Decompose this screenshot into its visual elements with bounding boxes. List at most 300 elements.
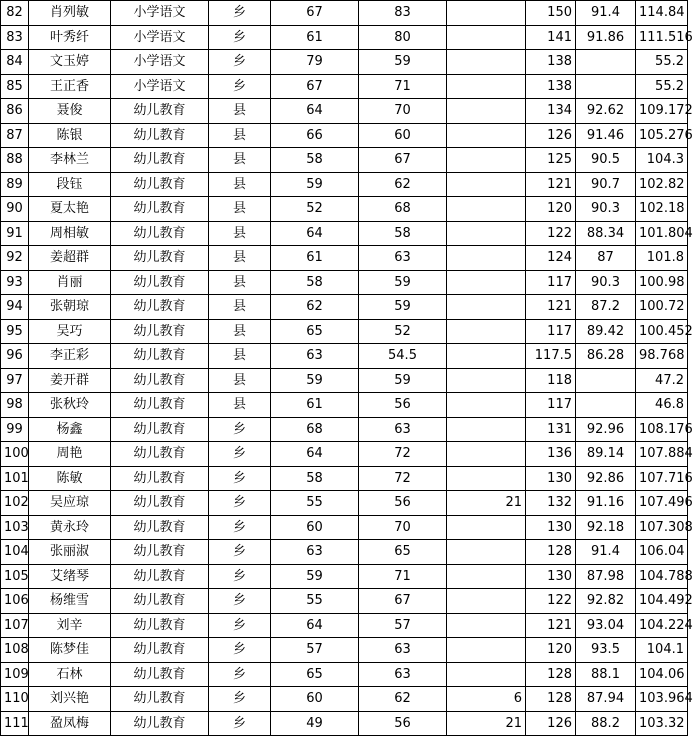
composite-score-cell: 101.8 [636,246,688,271]
category-cell: 乡 [209,687,271,712]
subject-cell: 幼儿教育 [111,417,209,442]
written-total-cell: 122 [526,589,576,614]
bonus-cell [447,246,526,271]
interview-score-cell: 90.3 [576,197,636,222]
interview-score-cell: 91.4 [576,540,636,565]
table-row [1,515,688,540]
subject-cell: 幼儿教育 [111,491,209,516]
composite-score-cell: 107.308 [636,515,688,540]
subject-cell: 幼儿教育 [111,221,209,246]
written-total-cell: 120 [526,197,576,222]
score-one-cell: 64 [271,442,359,467]
interview-score-cell: 89.14 [576,442,636,467]
score-two-cell: 60 [359,123,447,148]
row-number-cell: 100 [1,442,29,467]
interview-score-cell [576,393,636,418]
score-two-cell: 62 [359,687,447,712]
composite-score-cell: 107.496 [636,491,688,516]
name-cell: 叶秀纤 [29,25,111,50]
score-one-cell: 55 [271,589,359,614]
table-row [1,613,688,638]
table-row [1,540,688,565]
category-cell: 乡 [209,50,271,75]
name-cell: 刘兴艳 [29,687,111,712]
interview-score-cell [576,368,636,393]
score-two-cell: 52 [359,319,447,344]
interview-score-cell: 91.16 [576,491,636,516]
score-one-cell: 79 [271,50,359,75]
composite-score-cell: 105.276 [636,123,688,148]
written-total-cell: 141 [526,25,576,50]
written-total-cell: 122 [526,221,576,246]
name-cell: 夏太艳 [29,197,111,222]
table-row [1,148,688,173]
bonus-cell [447,123,526,148]
category-cell: 乡 [209,491,271,516]
interview-score-cell: 90.5 [576,148,636,173]
written-total-cell: 126 [526,123,576,148]
table-row [1,711,688,736]
score-two-cell: 67 [359,589,447,614]
subject-cell: 小学语文 [111,1,209,26]
score-two-cell: 59 [359,270,447,295]
written-total-cell: 125 [526,148,576,173]
table-row [1,466,688,491]
written-total-cell: 134 [526,99,576,124]
bonus-cell [447,74,526,99]
name-cell: 杨维雪 [29,589,111,614]
written-total-cell: 128 [526,687,576,712]
written-total-cell: 121 [526,172,576,197]
composite-score-cell: 106.04 [636,540,688,565]
name-cell: 肖丽 [29,270,111,295]
interview-score-cell: 93.5 [576,638,636,663]
category-cell: 乡 [209,74,271,99]
interview-score-cell: 88.1 [576,662,636,687]
score-two-cell: 71 [359,564,447,589]
subject-cell: 小学语文 [111,50,209,75]
composite-score-cell: 98.768 [636,344,688,369]
composite-score-cell: 100.72 [636,295,688,320]
composite-score-cell: 107.884 [636,442,688,467]
interview-score-cell: 92.82 [576,589,636,614]
score-one-cell: 64 [271,99,359,124]
name-cell: 李正彩 [29,344,111,369]
written-total-cell: 128 [526,540,576,565]
score-two-cell: 80 [359,25,447,50]
table-row [1,687,688,712]
table-row [1,491,688,516]
subject-cell: 幼儿教育 [111,687,209,712]
score-one-cell: 61 [271,393,359,418]
row-number-cell: 95 [1,319,29,344]
score-two-cell: 59 [359,50,447,75]
written-total-cell: 120 [526,638,576,663]
category-cell: 县 [209,197,271,222]
score-two-cell: 70 [359,515,447,540]
score-two-cell: 56 [359,393,447,418]
score-one-cell: 64 [271,221,359,246]
row-number-cell: 103 [1,515,29,540]
composite-score-cell: 104.1 [636,638,688,663]
name-cell: 陈银 [29,123,111,148]
category-cell: 乡 [209,417,271,442]
composite-score-cell: 103.964 [636,687,688,712]
interview-score-cell: 92.86 [576,466,636,491]
score-two-cell: 63 [359,662,447,687]
score-one-cell: 62 [271,295,359,320]
bonus-cell [447,197,526,222]
score-one-cell: 61 [271,25,359,50]
subject-cell: 幼儿教育 [111,319,209,344]
row-number-cell: 105 [1,564,29,589]
subject-cell: 幼儿教育 [111,613,209,638]
bonus-cell [447,540,526,565]
score-two-cell: 57 [359,613,447,638]
bonus-cell [447,368,526,393]
table-row [1,662,688,687]
composite-score-cell: 104.492 [636,589,688,614]
bonus-cell [447,393,526,418]
bonus-cell [447,515,526,540]
subject-cell: 幼儿教育 [111,466,209,491]
subject-cell: 幼儿教育 [111,123,209,148]
bonus-cell [447,172,526,197]
composite-score-cell: 114.84 [636,1,688,26]
written-total-cell: 130 [526,466,576,491]
subject-cell: 幼儿教育 [111,172,209,197]
interview-score-cell: 88.34 [576,221,636,246]
name-cell: 刘辛 [29,613,111,638]
interview-score-cell: 90.7 [576,172,636,197]
written-total-cell: 117 [526,319,576,344]
bonus-cell: 6 [447,687,526,712]
score-two-cell: 63 [359,417,447,442]
score-two-cell: 62 [359,172,447,197]
category-cell: 乡 [209,515,271,540]
score-two-cell: 83 [359,1,447,26]
interview-score-cell [576,50,636,75]
interview-score-cell: 93.04 [576,613,636,638]
category-cell: 乡 [209,662,271,687]
written-total-cell: 138 [526,74,576,99]
row-number-cell: 91 [1,221,29,246]
row-number-cell: 110 [1,687,29,712]
category-cell: 乡 [209,613,271,638]
category-cell: 乡 [209,442,271,467]
category-cell: 县 [209,270,271,295]
score-two-cell: 72 [359,466,447,491]
bonus-cell [447,638,526,663]
category-cell: 乡 [209,638,271,663]
subject-cell: 幼儿教育 [111,662,209,687]
row-number-cell: 90 [1,197,29,222]
score-one-cell: 59 [271,172,359,197]
bonus-cell [447,50,526,75]
row-number-cell: 92 [1,246,29,271]
score-one-cell: 65 [271,662,359,687]
score-two-cell: 70 [359,99,447,124]
row-number-cell: 108 [1,638,29,663]
table-row [1,246,688,271]
composite-score-cell: 104.06 [636,662,688,687]
name-cell: 石林 [29,662,111,687]
row-number-cell: 86 [1,99,29,124]
interview-score-cell: 91.86 [576,25,636,50]
subject-cell: 幼儿教育 [111,99,209,124]
score-two-cell: 56 [359,491,447,516]
bonus-cell [447,613,526,638]
composite-score-cell: 102.82 [636,172,688,197]
bonus-cell [447,295,526,320]
score-one-cell: 67 [271,1,359,26]
name-cell: 艾绪琴 [29,564,111,589]
row-number-cell: 82 [1,1,29,26]
written-total-cell: 131 [526,417,576,442]
interview-score-cell: 87.98 [576,564,636,589]
written-total-cell: 150 [526,1,576,26]
interview-score-cell: 89.42 [576,319,636,344]
written-total-cell: 121 [526,613,576,638]
composite-score-cell: 46.8 [636,393,688,418]
table-row [1,393,688,418]
bonus-cell: 21 [447,711,526,736]
subject-cell: 小学语文 [111,25,209,50]
category-cell: 乡 [209,25,271,50]
bonus-cell: 21 [447,491,526,516]
bonus-cell [447,344,526,369]
score-two-cell: 54.5 [359,344,447,369]
subject-cell: 幼儿教育 [111,148,209,173]
name-cell: 姜开群 [29,368,111,393]
subject-cell: 幼儿教育 [111,295,209,320]
score-one-cell: 64 [271,613,359,638]
bonus-cell [447,99,526,124]
bonus-cell [447,662,526,687]
subject-cell: 幼儿教育 [111,344,209,369]
score-two-cell: 67 [359,148,447,173]
score-one-cell: 60 [271,515,359,540]
table-row [1,99,688,124]
interview-score-cell: 88.2 [576,711,636,736]
row-number-cell: 97 [1,368,29,393]
score-one-cell: 58 [271,270,359,295]
score-one-cell: 49 [271,711,359,736]
composite-score-cell: 101.804 [636,221,688,246]
interview-score-cell: 86.28 [576,344,636,369]
name-cell: 张朝琼 [29,295,111,320]
bonus-cell [447,221,526,246]
table-row [1,319,688,344]
written-total-cell: 136 [526,442,576,467]
written-total-cell: 126 [526,711,576,736]
row-number-cell: 85 [1,74,29,99]
composite-score-cell: 47.2 [636,368,688,393]
subject-cell: 幼儿教育 [111,442,209,467]
table-row [1,368,688,393]
written-total-cell: 121 [526,295,576,320]
row-number-cell: 104 [1,540,29,565]
table-row [1,589,688,614]
subject-cell: 幼儿教育 [111,540,209,565]
written-total-cell: 117 [526,393,576,418]
name-cell: 陈敏 [29,466,111,491]
category-cell: 县 [209,246,271,271]
table-row [1,638,688,663]
category-cell: 县 [209,148,271,173]
category-cell: 县 [209,221,271,246]
name-cell: 姜超群 [29,246,111,271]
bonus-cell [447,564,526,589]
name-cell: 文玉婷 [29,50,111,75]
score-one-cell: 58 [271,148,359,173]
score-one-cell: 59 [271,368,359,393]
interview-score-cell: 91.46 [576,123,636,148]
row-number-cell: 106 [1,589,29,614]
name-cell: 周相敏 [29,221,111,246]
interview-score-cell: 92.96 [576,417,636,442]
name-cell: 黄永玲 [29,515,111,540]
table-row [1,344,688,369]
category-cell: 乡 [209,589,271,614]
score-one-cell: 63 [271,344,359,369]
bonus-cell [447,25,526,50]
subject-cell: 幼儿教育 [111,515,209,540]
row-number-cell: 93 [1,270,29,295]
subject-cell: 幼儿教育 [111,393,209,418]
composite-score-cell: 111.516 [636,25,688,50]
table-row [1,1,688,26]
table-row [1,50,688,75]
subject-cell: 幼儿教育 [111,589,209,614]
score-one-cell: 68 [271,417,359,442]
name-cell: 肖列敏 [29,1,111,26]
score-two-cell: 65 [359,540,447,565]
score-two-cell: 58 [359,221,447,246]
composite-score-cell: 102.18 [636,197,688,222]
row-number-cell: 84 [1,50,29,75]
score-one-cell: 63 [271,540,359,565]
written-total-cell: 130 [526,564,576,589]
score-two-cell: 56 [359,711,447,736]
table-row [1,221,688,246]
score-one-cell: 58 [271,466,359,491]
subject-cell: 幼儿教育 [111,711,209,736]
row-number-cell: 87 [1,123,29,148]
score-two-cell: 63 [359,246,447,271]
name-cell: 吴巧 [29,319,111,344]
row-number-cell: 83 [1,25,29,50]
table-row [1,417,688,442]
subject-cell: 小学语文 [111,74,209,99]
name-cell: 陈梦佳 [29,638,111,663]
composite-score-cell: 104.788 [636,564,688,589]
composite-score-cell: 109.172 [636,99,688,124]
category-cell: 县 [209,368,271,393]
bonus-cell [447,1,526,26]
bonus-cell [447,417,526,442]
table-body [1,1,693,736]
score-one-cell: 57 [271,638,359,663]
score-one-cell: 60 [271,687,359,712]
interview-score-cell: 87 [576,246,636,271]
name-cell: 杨鑫 [29,417,111,442]
name-cell: 张丽淑 [29,540,111,565]
written-total-cell: 138 [526,50,576,75]
interview-score-cell: 92.18 [576,515,636,540]
table-row [1,295,688,320]
interview-score-cell: 87.94 [576,687,636,712]
bonus-cell [447,148,526,173]
category-cell: 县 [209,295,271,320]
score-one-cell: 66 [271,123,359,148]
category-cell: 乡 [209,711,271,736]
subject-cell: 幼儿教育 [111,368,209,393]
bonus-cell [447,466,526,491]
score-two-cell: 68 [359,197,447,222]
interview-score-cell: 92.62 [576,99,636,124]
category-cell: 乡 [209,540,271,565]
category-cell: 县 [209,172,271,197]
name-cell: 王正香 [29,74,111,99]
score-two-cell: 71 [359,74,447,99]
name-cell: 周艳 [29,442,111,467]
written-total-cell: 118 [526,368,576,393]
bonus-cell [447,589,526,614]
composite-score-cell: 55.2 [636,50,688,75]
category-cell: 县 [209,319,271,344]
row-number-cell: 94 [1,295,29,320]
bonus-cell [447,319,526,344]
table-row [1,172,688,197]
score-one-cell: 67 [271,74,359,99]
score-one-cell: 65 [271,319,359,344]
written-total-cell: 130 [526,515,576,540]
name-cell: 李林兰 [29,148,111,173]
score-one-cell: 55 [271,491,359,516]
category-cell: 县 [209,344,271,369]
bonus-cell [447,270,526,295]
category-cell: 县 [209,393,271,418]
table-row [1,74,688,99]
subject-cell: 幼儿教育 [111,197,209,222]
subject-cell: 幼儿教育 [111,270,209,295]
subject-cell: 幼儿教育 [111,564,209,589]
name-cell: 张秋玲 [29,393,111,418]
written-total-cell: 124 [526,246,576,271]
composite-score-cell: 103.32 [636,711,688,736]
composite-score-cell: 104.3 [636,148,688,173]
name-cell: 段钰 [29,172,111,197]
table-row [1,564,688,589]
score-one-cell: 52 [271,197,359,222]
score-one-cell: 59 [271,564,359,589]
row-number-cell: 98 [1,393,29,418]
score-two-cell: 59 [359,295,447,320]
score-two-cell: 59 [359,368,447,393]
composite-score-cell: 55.2 [636,74,688,99]
interview-score-cell: 90.3 [576,270,636,295]
row-number-cell: 99 [1,417,29,442]
name-cell: 吴应琼 [29,491,111,516]
written-total-cell: 128 [526,662,576,687]
name-cell: 盈凤梅 [29,711,111,736]
interview-score-cell: 91.4 [576,1,636,26]
row-number-cell: 88 [1,148,29,173]
row-number-cell: 107 [1,613,29,638]
score-one-cell: 61 [271,246,359,271]
table-row [1,270,688,295]
